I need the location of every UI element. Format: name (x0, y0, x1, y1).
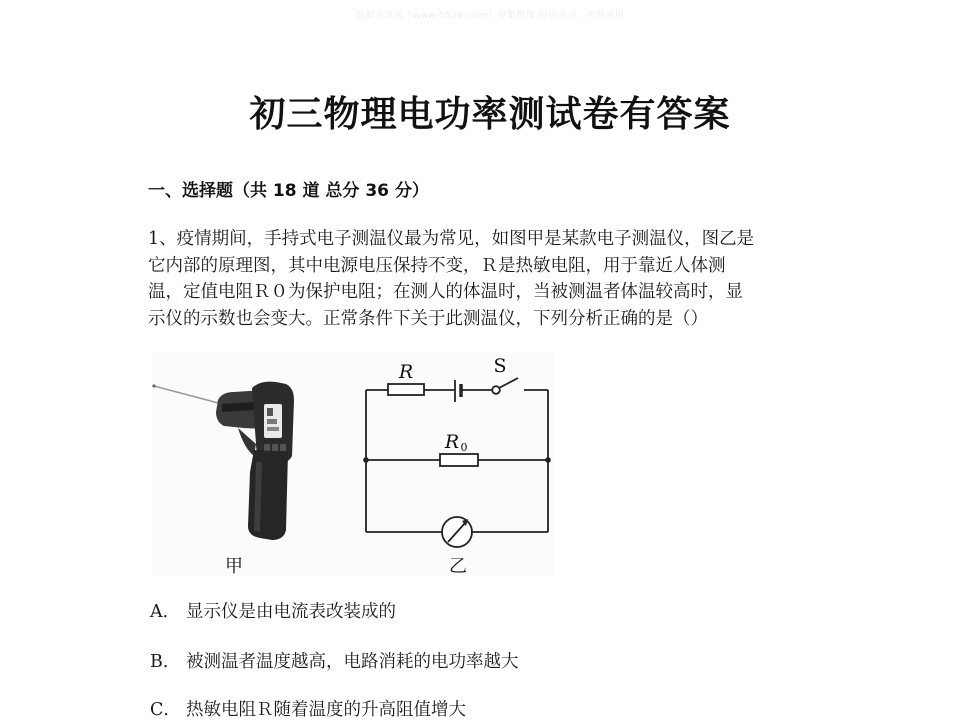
watermark: 资源共享网（www.0516.com）收集整理 仅供学习，不得商用 (355, 11, 625, 21)
label-resistor-r0-subscript: 0 (460, 441, 468, 454)
circuit-diagram (366, 378, 548, 547)
option-b[interactable] (150, 648, 519, 673)
option-text: 显示仪是由电流表改装成的 (186, 602, 396, 622)
option-letter: B． (150, 652, 181, 672)
option-letter: C． (150, 700, 181, 720)
document-title: 初三物理电功率测试卷有答案 (249, 94, 731, 135)
label-switch-s: S (493, 355, 507, 377)
option-c[interactable] (150, 696, 466, 721)
question-line: 1、疫情期间，手持式电子测温仪最为常见，如图甲是某款电子测温仪，图乙是 (148, 229, 755, 249)
option-text: 被测温者温度越高，电路消耗的电功率越大 (186, 652, 519, 672)
option-letter: A． (150, 602, 181, 622)
option-a[interactable] (150, 598, 396, 623)
question-1-figure (152, 352, 554, 576)
question-1-stem (148, 226, 838, 332)
figure-caption-yi: 乙 (449, 556, 467, 576)
figure-caption-jia: 甲 (225, 556, 243, 576)
option-text: 热敏电阻Ｒ随着温度的升高阻值增大 (186, 700, 466, 720)
question-line: 温，定值电阻Ｒ０为保护电阻；在测人的体温时，当被测温者体温较高时，显 (148, 282, 743, 302)
label-resistor-r: R (398, 361, 414, 383)
question-line: 它内部的原理图，其中电源电压保持不变，Ｒ是热敏电阻，用于靠近人体测 (148, 255, 726, 276)
thermometer-gun-illustration (152, 382, 294, 540)
section-heading: 一、选择题（共 18 道 总分 36 分） (148, 181, 429, 201)
question-line: 示仪的示数也会变大。正常条件下关于此测温仪，下列分析正确的是（） (148, 308, 708, 329)
label-resistor-r0: R (444, 431, 460, 453)
